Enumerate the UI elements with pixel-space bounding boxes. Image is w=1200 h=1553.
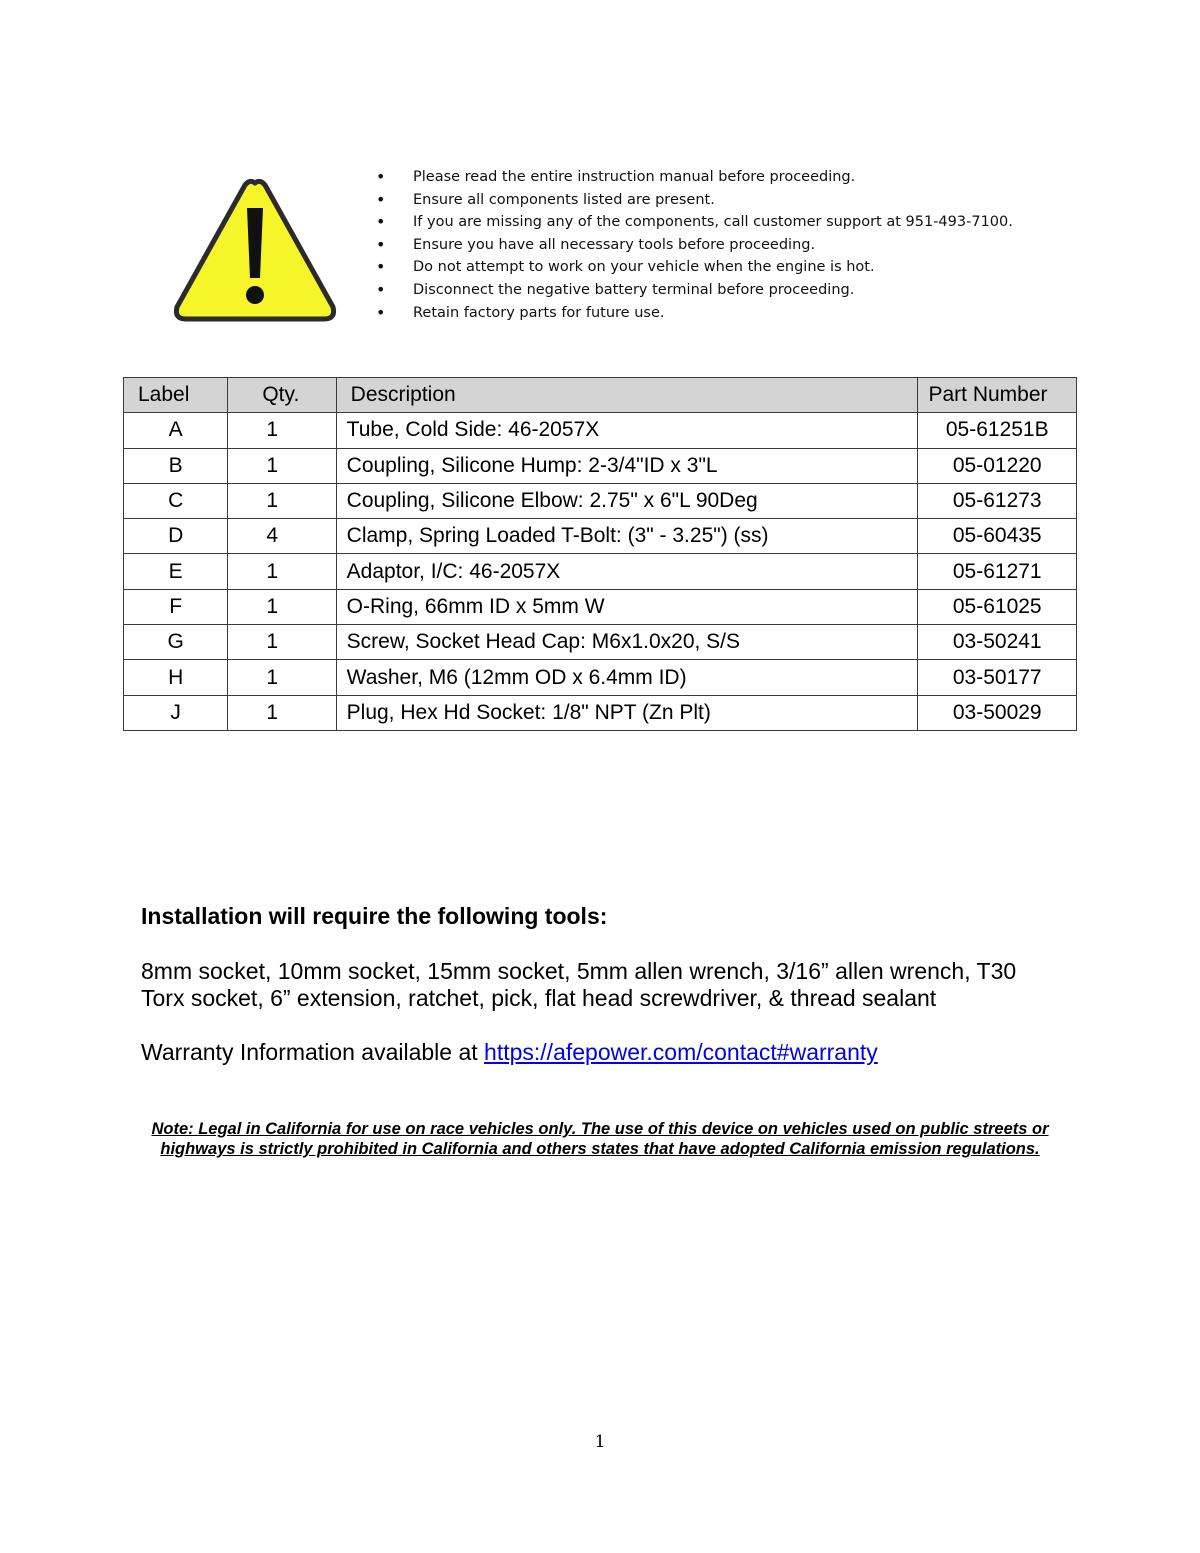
- safety-bullet: • If you are missing any of the components, call customer support at 951-493-7100.: [375, 211, 1013, 234]
- cell-qty: 1: [228, 695, 336, 730]
- safety-bullet-list: [375, 166, 1013, 324]
- column-header-qty: Qty.: [228, 378, 336, 413]
- safety-bullet: • Retain factory parts for future use.: [375, 302, 1013, 325]
- cell-label: F: [124, 589, 228, 624]
- tools-list-text: 8mm socket, 10mm socket, 15mm socket, 5mm allen wrench, 3/16” allen wrench, T30 Torx socket, 6” extension, ratchet, pick, flat head screwdriver, & thread sealant: [141, 958, 1017, 1011]
- safety-bullet: • Ensure all components listed are present.: [375, 189, 1013, 212]
- table-row: [124, 695, 1077, 730]
- table-row: [124, 660, 1077, 695]
- safety-bullet: • Ensure you have all necessary tools before proceeding.: [375, 234, 1013, 257]
- table-row: [124, 519, 1077, 554]
- cell-qty: 1: [228, 625, 336, 660]
- cell-part-number: 05-60435: [918, 519, 1077, 554]
- table-row: [124, 554, 1077, 589]
- column-header-part-number: Part Number: [918, 378, 1077, 413]
- warranty-prefix: Warranty Information available at: [141, 1039, 485, 1065]
- cell-description: Adaptor, I/C: 46-2057X: [336, 554, 918, 589]
- cell-description: Clamp, Spring Loaded T-Bolt: (3" - 3.25") (ss): [336, 519, 918, 554]
- parts-table-body: [124, 413, 1077, 731]
- cell-part-number: 03-50029: [918, 695, 1077, 730]
- table-row: [124, 413, 1077, 448]
- parts-table: [123, 377, 1077, 731]
- cell-label: J: [124, 695, 228, 730]
- cell-part-number: 03-50177: [918, 660, 1077, 695]
- cell-description: Plug, Hex Hd Socket: 1/8" NPT (Zn Plt): [336, 695, 918, 730]
- cell-description: Screw, Socket Head Cap: M6x1.0x20, S/S: [336, 625, 918, 660]
- cell-label: D: [124, 519, 228, 554]
- cell-qty: 1: [228, 589, 336, 624]
- cell-part-number: 05-01220: [918, 448, 1077, 483]
- warning-triangle-icon: [170, 175, 340, 327]
- safety-bullet: • Disconnect the negative battery terminal before proceeding.: [375, 279, 1013, 302]
- table-row: [124, 448, 1077, 483]
- cell-qty: 1: [228, 448, 336, 483]
- cell-part-number: 05-61251B: [918, 413, 1077, 448]
- cell-label: B: [124, 448, 228, 483]
- table-row: [124, 589, 1077, 624]
- table-row: [124, 483, 1077, 518]
- cell-description: Coupling, Silicone Hump: 2-3/4"ID x 3"L: [336, 448, 918, 483]
- cell-qty: 1: [228, 413, 336, 448]
- cell-part-number: 03-50241: [918, 625, 1077, 660]
- cell-part-number: 05-61025: [918, 589, 1077, 624]
- cell-qty: 4: [228, 519, 336, 554]
- tools-heading: Installation will require the following tools:: [141, 903, 608, 929]
- column-header-label: Label: [124, 378, 228, 413]
- cell-qty: 1: [228, 660, 336, 695]
- warranty-link[interactable]: https://afepower.com/contact#warranty: [484, 1039, 878, 1065]
- cell-qty: 1: [228, 483, 336, 518]
- cell-description: Washer, M6 (12mm OD x 6.4mm ID): [336, 660, 918, 695]
- cell-description: Coupling, Silicone Elbow: 2.75" x 6"L 90Deg: [336, 483, 918, 518]
- warranty-line: [141, 1039, 878, 1066]
- cell-description: O-Ring, 66mm ID x 5mm W: [336, 589, 918, 624]
- column-header-description: Description: [336, 378, 918, 413]
- table-row: [124, 625, 1077, 660]
- cell-label: C: [124, 483, 228, 518]
- page-number: 1: [594, 1432, 606, 1452]
- cell-part-number: 05-61273: [918, 483, 1077, 518]
- safety-bullet: • Do not attempt to work on your vehicle when the engine is hot.: [375, 256, 1013, 279]
- safety-bullet: • Please read the entire instruction manual before proceeding.: [375, 166, 1013, 189]
- cell-part-number: 05-61271: [918, 554, 1077, 589]
- cell-label: H: [124, 660, 228, 695]
- cell-label: G: [124, 625, 228, 660]
- parts-table-header-row: [124, 378, 1077, 413]
- cell-label: E: [124, 554, 228, 589]
- legal-note: Note: Legal in California for use on race vehicles only. The use of this device on vehicles used on public streets or highways is strictly prohibited in California and others states that have adopted California emission regulations.: [151, 1120, 1049, 1158]
- cell-label: A: [124, 413, 228, 448]
- cell-qty: 1: [228, 554, 336, 589]
- cell-description: Tube, Cold Side: 46-2057X: [336, 413, 918, 448]
